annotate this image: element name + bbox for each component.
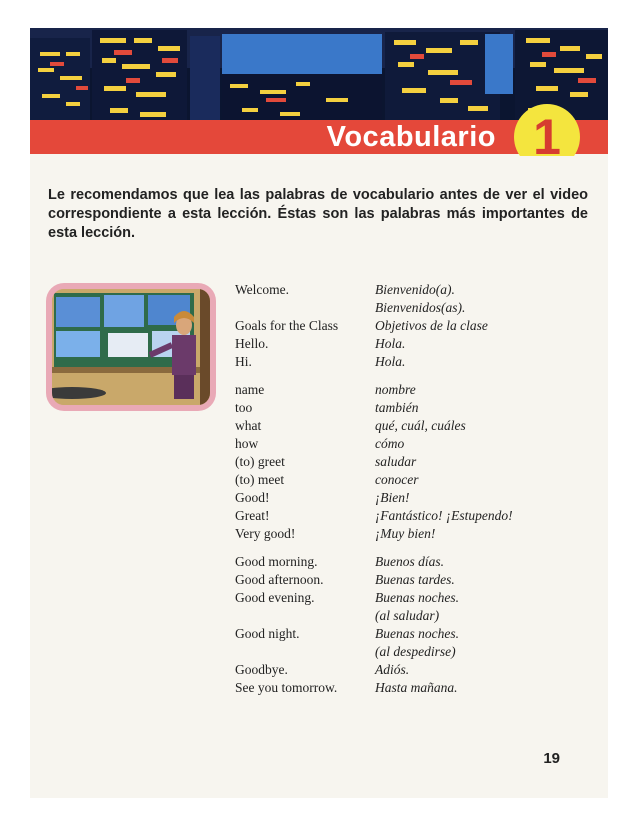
spanish-term: ¡Bien! xyxy=(375,490,410,505)
lesson-number-badge: 1 xyxy=(514,104,580,156)
vocabulary-list xyxy=(235,281,595,697)
vocab-row xyxy=(235,381,595,399)
spanish-term: también xyxy=(375,400,419,415)
vocab-row xyxy=(235,525,595,543)
spanish-term: Bienvenidos(as). xyxy=(375,300,466,315)
english-term: Welcome. xyxy=(235,282,290,297)
english-term: Great! xyxy=(235,508,270,523)
page-number: 19 xyxy=(543,750,560,767)
vocab-row xyxy=(235,281,595,299)
english-term: Goals for the Class xyxy=(235,318,339,333)
spanish-term: ¡Muy bien! xyxy=(375,526,436,541)
vocab-row xyxy=(235,471,595,489)
vocab-row xyxy=(235,489,595,507)
english-term: (to) meet xyxy=(235,472,285,487)
spanish-term: saludar xyxy=(375,454,417,469)
photo-image xyxy=(52,289,210,405)
english-term: what xyxy=(235,418,262,433)
english-term: See you tomorrow. xyxy=(235,680,338,695)
classroom-photo xyxy=(46,283,216,411)
english-term: (to) greet xyxy=(235,454,285,469)
english-term: Very good! xyxy=(235,526,296,541)
vocab-row xyxy=(235,625,595,643)
vocab-row xyxy=(235,299,595,317)
spanish-term: qué, cuál, cuáles xyxy=(375,418,466,433)
vocab-row xyxy=(235,435,595,453)
vocab-row xyxy=(235,399,595,417)
vocab-row xyxy=(235,453,595,471)
spanish-term: Bienvenido(a). xyxy=(375,282,455,297)
vocab-row xyxy=(235,589,595,607)
spanish-term: Hola. xyxy=(375,336,406,351)
english-term: Hi. xyxy=(235,354,252,369)
spanish-term: Hasta mañana. xyxy=(375,680,458,695)
section-title: Vocabulario xyxy=(326,121,496,153)
page xyxy=(30,28,608,798)
intro-paragraph: Le recomendamos que lea las palabras de vocabulario antes de ver el video correspondiente a esta lección. Éstas son las palabras más importantes de esta lección. xyxy=(48,187,588,241)
english-term: too xyxy=(235,400,253,415)
spanish-term: Buenos días. xyxy=(375,554,444,569)
spanish-term: Objetivos de la clase xyxy=(375,318,488,333)
vocab-row xyxy=(235,317,595,335)
spanish-term: Buenas noches. xyxy=(375,626,459,641)
spanish-term: cómo xyxy=(375,436,405,451)
vocab-row xyxy=(235,417,595,435)
english-term: Hello. xyxy=(235,336,269,351)
english-term: Good afternoon. xyxy=(235,572,324,587)
vocab-row xyxy=(235,353,595,371)
vocab-row xyxy=(235,607,595,625)
english-term xyxy=(235,607,375,625)
city-skyline-illustration xyxy=(30,28,608,128)
vocab-row xyxy=(235,507,595,525)
teacher-at-board-illustration xyxy=(52,289,210,405)
english-term: Goodbye. xyxy=(235,662,288,677)
header-banner xyxy=(30,28,608,156)
vocab-row xyxy=(235,661,595,679)
vocab-row xyxy=(235,679,595,697)
spanish-term: conocer xyxy=(375,472,419,487)
spanish-term: (al despedirse) xyxy=(375,644,456,659)
english-term: Good night. xyxy=(235,626,300,641)
vocab-row xyxy=(235,553,595,571)
vocab-row xyxy=(235,571,595,589)
english-term xyxy=(235,299,375,317)
vocab-row xyxy=(235,335,595,353)
english-term: Good evening. xyxy=(235,590,315,605)
vocab-row xyxy=(235,643,595,661)
spanish-term: Hola. xyxy=(375,354,406,369)
spanish-term: Buenas noches. xyxy=(375,590,459,605)
english-term: name xyxy=(235,382,265,397)
english-term xyxy=(235,643,375,661)
english-term: how xyxy=(235,436,259,451)
english-term: Good morning. xyxy=(235,554,318,569)
spanish-term: nombre xyxy=(375,382,416,397)
english-term: Good! xyxy=(235,490,270,505)
spanish-term: Buenas tardes. xyxy=(375,572,455,587)
spanish-term: (al saludar) xyxy=(375,608,440,623)
spanish-term: Adiós. xyxy=(375,662,410,677)
spanish-term: ¡Fantástico! ¡Estupendo! xyxy=(375,508,513,523)
